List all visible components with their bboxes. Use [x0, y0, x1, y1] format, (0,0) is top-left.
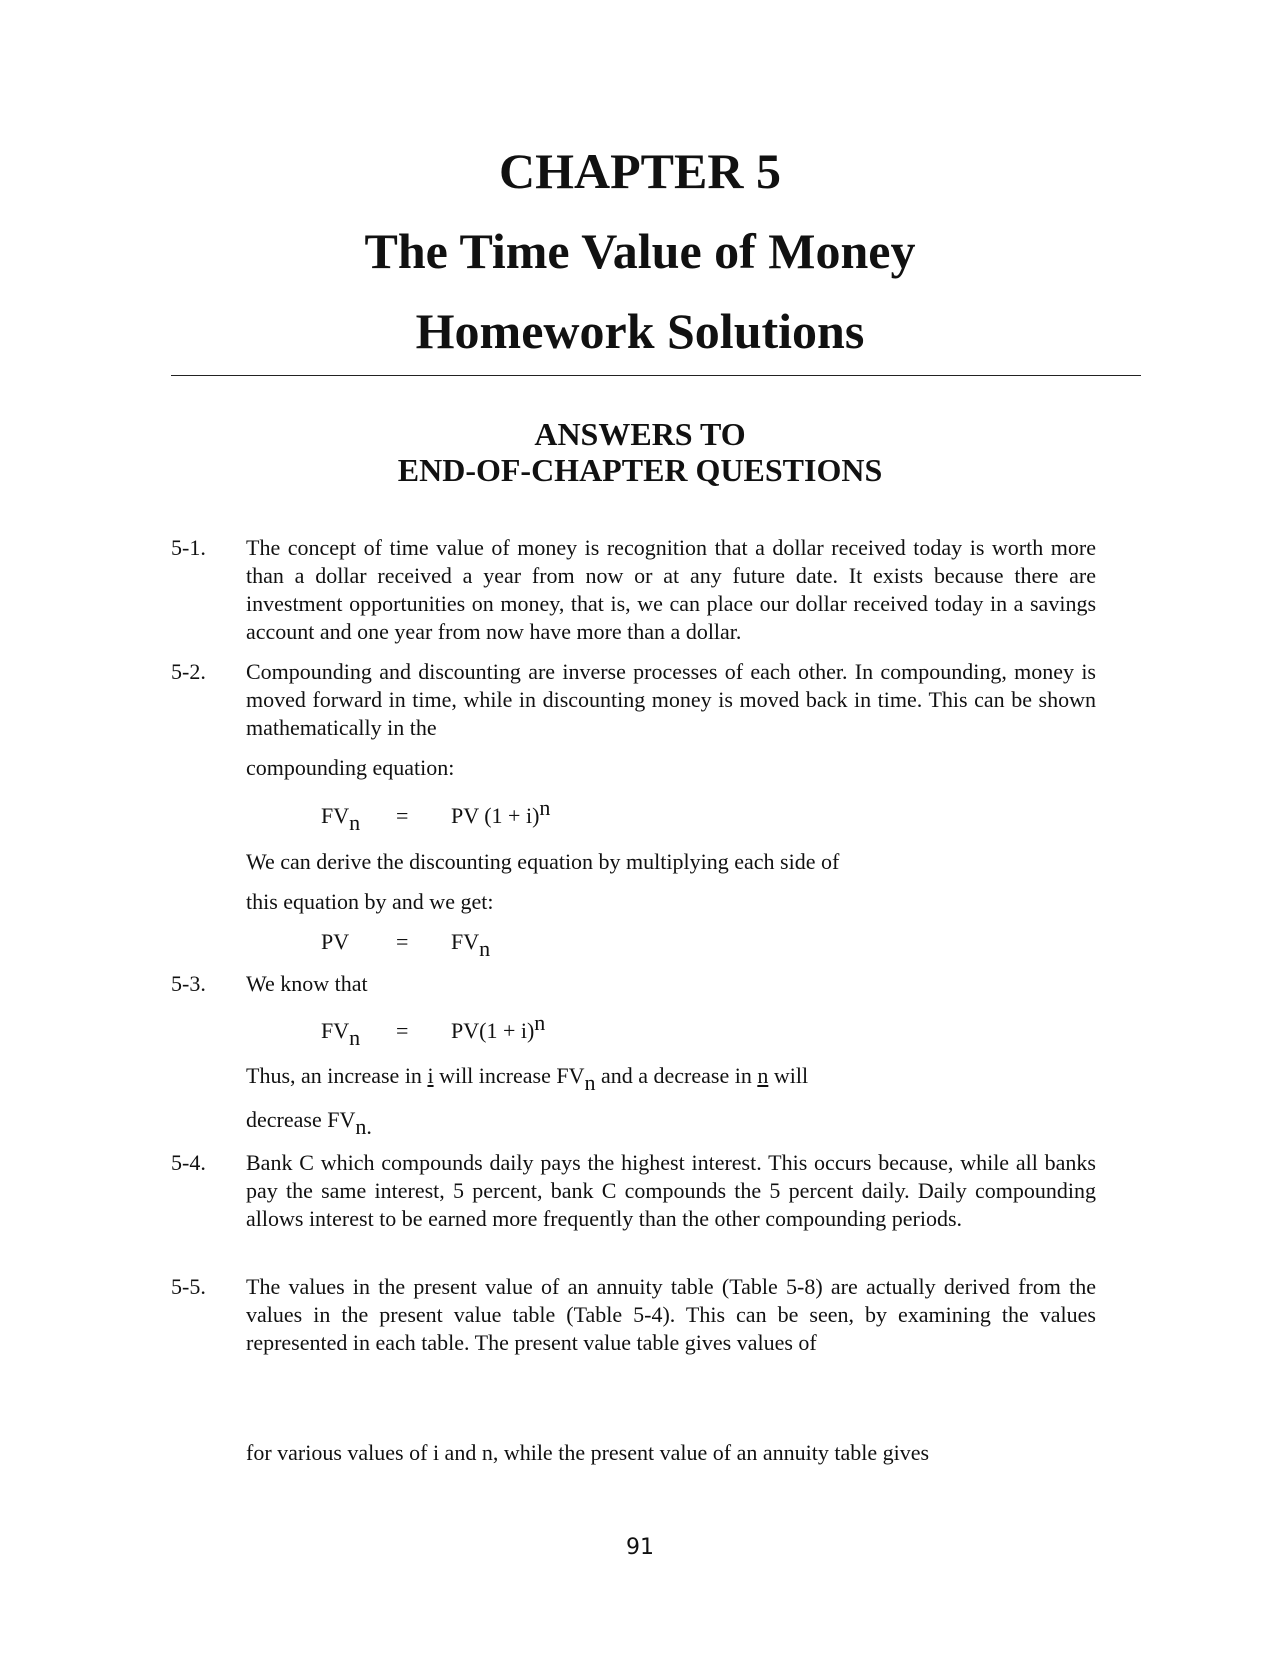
text-run: will increase FV [433, 1063, 585, 1088]
answer-5-2-lead: compounding equation: [246, 755, 455, 780]
equation-5-2b-lhs: PV [321, 929, 350, 954]
equation-5-2-operator: = [396, 803, 409, 828]
text-run: and a decrease in [595, 1063, 758, 1088]
equation-5-3-rhs [451, 1010, 546, 1045]
eq-text: FV [321, 1018, 350, 1043]
eq-text: PV(1 + i) [451, 1018, 535, 1043]
section-heading-line-2: END-OF-CHAPTER QUESTIONS [397, 452, 883, 488]
question-number-5-1: 5-1. [171, 535, 206, 560]
variable-i: i [427, 1063, 434, 1088]
eq-text: FV [451, 929, 480, 954]
question-number-5-3: 5-3. [171, 971, 206, 996]
answer-5-3-intro: We know that [246, 971, 368, 996]
horizontal-divider [171, 375, 1141, 376]
equation-5-2-lhs [321, 802, 361, 835]
page-number: 91 [626, 1535, 654, 1560]
answer-5-3-statement [246, 1062, 809, 1095]
eq-subscript: n [349, 810, 361, 835]
equation-5-2-rhs [451, 795, 551, 830]
text-run: Thus, an increase in [246, 1063, 428, 1088]
eq-superscript: n [539, 795, 551, 820]
answer-5-2: Compounding and discounting are inverse processes of each other. In compounding, money is moved forward in time, while in discounting money is moved back in time. This can be shown mathematically in the [246, 659, 1096, 740]
answer-5-1: The concept of time value of money is recognition that a dollar received today is worth more than a dollar received a year from now or at any future date. It exists because there are investment opportunities on money, that is, we can place our dollar received today in a savings account and one year from now have more than a dollar. [246, 535, 1096, 644]
equation-5-2b-rhs [451, 928, 491, 961]
section-heading-line-1: ANSWERS TO [534, 416, 746, 452]
answer-5-5-continuation: for various values of i and n, while the present value of an annuity table gives [246, 1440, 930, 1465]
answer-5-3-continuation [246, 1106, 372, 1139]
answer-5-4: Bank C which compounds daily pays the highest interest. This occurs because, while all banks pay the same interest, 5 percent, bank C compounds the 5 percent daily. Daily compounding allows interest to be earned more frequently than the other compounding periods. [246, 1150, 1096, 1231]
subscript-n: n. [355, 1114, 372, 1139]
eq-text: PV (1 + i) [451, 803, 540, 828]
text-run: will [768, 1063, 809, 1088]
chapter-subtitle: Homework Solutions [415, 303, 865, 359]
question-number-5-5: 5-5. [171, 1274, 206, 1299]
equation-5-2b-operator: = [396, 929, 409, 954]
eq-subscript: n [479, 936, 491, 961]
answer-5-2-derive-2: this equation by and we get: [246, 889, 494, 914]
answer-5-2-derive-1: We can derive the discounting equation by multiplying each side of [246, 849, 840, 874]
eq-superscript: n [534, 1010, 546, 1035]
chapter-number: CHAPTER 5 [499, 143, 781, 199]
equation-5-3-operator: = [396, 1018, 409, 1043]
subscript-n: n [584, 1070, 596, 1095]
question-number-5-2: 5-2. [171, 659, 206, 684]
equation-5-3-lhs [321, 1017, 361, 1050]
eq-text: FV [321, 803, 350, 828]
eq-subscript: n [349, 1025, 361, 1050]
answer-5-5: The values in the present value of an annuity table (Table 5-8) are actually derived from the values in the present value table (Table 5-4). This can be seen, by examining the values represented in each table. The present value table gives values of [246, 1274, 1096, 1355]
variable-n: n [757, 1063, 769, 1088]
chapter-title: The Time Value of Money [364, 223, 916, 279]
question-number-5-4: 5-4. [171, 1150, 206, 1175]
text-run: decrease FV [246, 1107, 356, 1132]
